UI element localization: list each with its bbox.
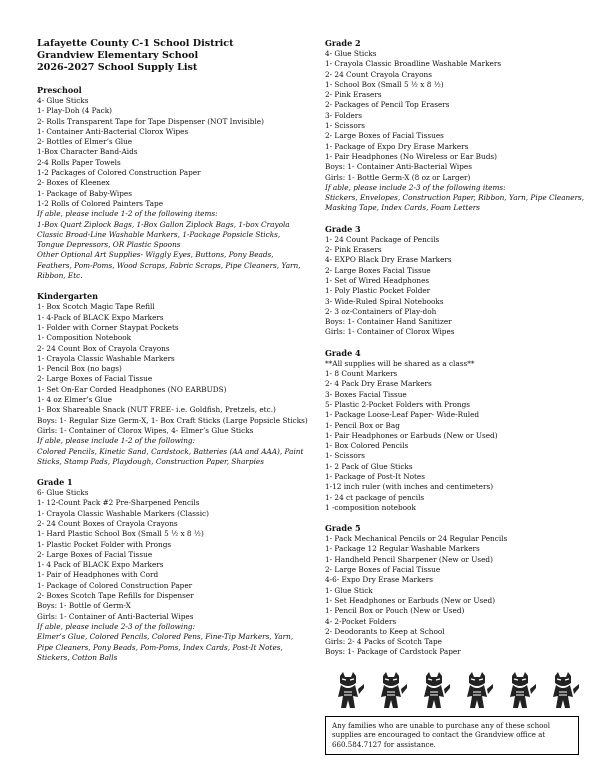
optional-note: If able, please include 2-3 of the following: (37, 621, 196, 631)
supply-item: 1- Crayola Classic Washable Markers (37, 353, 175, 363)
document-title (37, 38, 309, 74)
assistance-note: Any families who are unable to purchase any of these school supplies are encouraged to contact the Grandview office at 660.584.7127 for assistance. (325, 716, 579, 755)
supply-item: 1- Pencil Box (no bags) (37, 364, 122, 374)
optional-note: Stickers, Envelopes, Construction Paper, Ribbon, Yarn, Pipe Cleaners, Masking Tape, Index Cards, Foam Letters (325, 193, 585, 213)
supply-item: 1- 12-Count Pack #2 Pre-Sharpened Pencils (37, 498, 200, 508)
section-heading: Grade 2 (325, 38, 361, 48)
supply-item: 2- Bottles of Elmer’s Glue (37, 137, 133, 147)
list-title: 2026-2027 School Supply List (37, 62, 198, 73)
supply-item: 3- Wide-Ruled Spiral Notebooks (325, 296, 444, 306)
supply-item: 1- Package of Colored Construction Paper (37, 580, 193, 590)
bobcat-mascot-icon (374, 670, 408, 710)
optional-note: Elmer’s Glue, Colored Pencils, Colored Pens, Fine-Tip Markers, Yarn, Pipe Cleaners, Pony Beads, Pom-Poms, Index Cards, Post-It Notes, Stickers, Cotton Balls (37, 632, 294, 662)
supply-item: 2- Pink Erasers (325, 245, 382, 255)
supply-item: 1- Plastic Pocket Folder with Prongs (37, 539, 172, 549)
school-name: Grandview Elementary School (37, 50, 199, 61)
supply-item: 1- Set Headphones or Earbuds (New or Used) (325, 595, 496, 605)
supply-item: 1- 2 Pack of Glue Sticks (325, 461, 413, 471)
supply-item: 2- Large Boxes of Facial Tissue (325, 565, 441, 575)
section-heading: Grade 5 (325, 523, 361, 534)
supply-item: 1- Play-Doh (4 Pack) (37, 106, 112, 116)
supply-item: 2- Boxes of Kleenex (37, 178, 110, 188)
supply-item: 1- Scissors (325, 121, 365, 131)
bobcat-mascot-icon (417, 670, 451, 710)
supply-item: Girls: 1- Container of Clorox Wipes (325, 327, 455, 337)
supply-item: 1- Box Scotch Magic Tape Refill (37, 302, 155, 312)
supply-item: 2- 24 Count Box of Crayola Crayons (37, 343, 170, 353)
supply-item: 1- 4 Pack of BLACK Expo Markers (37, 560, 164, 570)
bobcat-mascot-icon (460, 670, 494, 710)
supply-item: 5- Plastic 2-Pocket Folders with Prongs (325, 399, 471, 409)
supply-item: 4- Glue Sticks (325, 49, 377, 58)
optional-note: 1-Box Quart Ziplock Bags, 1-Box Gallon Ziplock Bags, 1-box Crayola Classic Broad-Line Washable Markers, 1-Package Popsicle Sticks, Tongue Depressors, OR Plastic Spoons (37, 219, 290, 250)
supply-item: 1- Pencil Box or Pouch (New or Used) (325, 606, 465, 616)
supply-item: Boys: 1- Container Hand Sanitizer (325, 317, 452, 327)
supply-item: 1- 24 ct package of pencils (325, 492, 425, 502)
section-grade-4 (325, 348, 593, 513)
supply-item: 4- 2-Pocket Folders (325, 616, 397, 626)
supply-item: **All supplies will be shared as a class** (325, 358, 475, 368)
supply-item: 3- Boxes Facial Tissue (325, 389, 407, 399)
supply-item: Girls: 1- Bottle Germ-X (8 oz or Larger) (325, 172, 471, 182)
supply-item: 4- EXPO Black Dry Erase Markers (325, 255, 452, 265)
supply-item: 1- 8 Count Markers (325, 369, 398, 379)
supply-item: 2- Rolls Transparent Tape for Tape Dispenser (NOT Invisible) (37, 116, 264, 126)
supply-item: 1- Package of Expo Dry Erase Markers (325, 141, 469, 151)
section-heading: Kindergarten (37, 291, 99, 302)
supply-item: 2-4 Rolls Paper Towels (37, 157, 121, 167)
right-column (325, 38, 593, 755)
supply-item: 1- Pencil Box or Bag (325, 420, 400, 430)
section-grade-3 (325, 224, 593, 338)
supply-item: 1- Hard Plastic School Box (Small 5 ½ x 8 ½) (37, 529, 204, 539)
supply-item: 2- Deodorants to Keep at School (325, 626, 445, 636)
supply-item: 1- 4-Pack of BLACK Expo Markers (37, 312, 164, 322)
supply-item: 2- Packages of Pencil Top Erasers (325, 100, 450, 110)
supply-item: 1- Package of Baby-Wipes (37, 188, 132, 198)
supply-item: 1- Scissors (325, 451, 365, 461)
left-grade-sections (37, 85, 309, 663)
supply-item: Boys: 1- Container Anti-Bacterial Wipes (325, 162, 472, 172)
section-preschool (37, 85, 309, 281)
supply-item: 1- Crayola Classic Washable Markers (Classic) (37, 508, 209, 518)
supply-item: 1- Handheld Pencil Sharpener (New or Used) (325, 554, 493, 564)
mascot-row (331, 670, 593, 710)
supply-item: 1- Box Shareable Snack (NUT FREE- i.e. Goldfish, Pretzels, etc.) (37, 405, 276, 415)
supply-item: 2- Large Boxes Facial Tissue (325, 265, 431, 275)
optional-note: If able, please include 2-3 of the following items: (325, 182, 506, 192)
bobcat-mascot-icon (503, 670, 537, 710)
bobcat-mascot-icon (331, 670, 365, 710)
left-column (37, 38, 309, 663)
supply-item: 6- Glue Sticks (37, 488, 89, 498)
section-kindergarten (37, 291, 309, 467)
supply-item: 1- School Box (Small 5 ½ x 8 ½) (325, 79, 444, 89)
supply-item: 1-2 Packages of Colored Construction Paper (37, 168, 201, 178)
supply-item: Girls: 1- Container of Clorox Wipes, 4- Elmer’s Glue Sticks (37, 425, 254, 435)
optional-note: Other Optional Art Supplies- Wiggly Eyes, Buttons, Pony Beads, Feathers, Pom-Poms, Wood Scraps, Fabric Scraps, Pipe Cleaners, Yarn, Ribbon, Etc. (37, 250, 301, 281)
supply-item: 2- 24 Count Boxes of Crayola Crayons (37, 518, 178, 528)
supply-item: 2- Pink Erasers (325, 90, 382, 100)
optional-note: If able, please include 1-2 of the following: (37, 436, 196, 446)
supply-item: Boys: 1- Package of Cardstock Paper (325, 647, 461, 657)
supply-item: 1- Poly Plastic Pocket Folder (325, 286, 431, 296)
section-grade-2 (325, 38, 593, 214)
section-heading: Grade 1 (37, 477, 73, 488)
optional-note: Colored Pencils, Kinetic Sand, Cardstock, Batteries (AA and AAA), Paint Sticks, Stamp Pads, Playdough, Construction Paper, Sharpies (37, 446, 304, 466)
supply-item: 3- Folders (325, 110, 363, 120)
supply-item: 1-12 inch ruler (with inches and centimeters) (325, 482, 494, 492)
supply-item: 1- Pack Mechanical Pencils or 24 Regular Pencils (325, 534, 508, 544)
supply-item: Boys: 1- Bottle of Germ-X (37, 601, 131, 611)
supply-item: 2- Large Boxes of Facial Tissues (325, 131, 444, 141)
supply-item: 1- Pair Headphones (No Wireless or Ear Buds) (325, 151, 497, 161)
supply-item: 1- 4 oz Elmer’s Glue (37, 395, 112, 405)
supply-item: 2- 3 oz-Containers of Play-doh (325, 306, 437, 316)
supply-item: Boys: 1- Regular Size Germ-X, 1- Box Craft Sticks (Large Popsicle Sticks) (37, 415, 308, 425)
supply-item: 1- Package Loose-Leaf Paper- Wide-Ruled (325, 410, 480, 420)
supply-item: 1 -composition notebook (325, 502, 416, 512)
supply-item: 2- Large Boxes of Facial Tissue (37, 374, 153, 384)
supply-item: 1-Box Character Band-Aids (37, 147, 138, 157)
supply-item: 4-6- Expo Dry Erase Markers (325, 575, 433, 585)
district-name: Lafayette County C-1 School District (37, 38, 234, 49)
supply-item: Girls: 2- 4 Packs of Scotch Tape (325, 637, 442, 647)
section-heading: Preschool (37, 85, 82, 95)
section-heading: Grade 3 (325, 223, 361, 234)
supply-item: 2- Boxes Scotch Tape Refills for Dispenser (37, 591, 194, 601)
section-grade-5 (325, 523, 593, 658)
supply-item: 1- Set of Wired Headphones (325, 275, 430, 285)
bobcat-mascot-icon (546, 670, 580, 710)
supply-item: 2- 24 Count Crayola Crayons (325, 69, 432, 79)
optional-note: If able, please include 1-2 of the following items: (37, 209, 218, 219)
supply-item: 1- Package 12 Regular Washable Markers (325, 544, 480, 554)
supply-item: 1- Set On-Ear Corded Headphones (NO EARBUDS) (37, 384, 227, 394)
supply-item: 1- Glue Stick (325, 585, 373, 595)
supply-item: 1-2 Rolls of Colored Painters Tape (37, 198, 164, 208)
supply-item: 1- Container Anti-Bacterial Clorox Wipes (37, 126, 189, 136)
supply-item: 1- Folder with Corner Staypat Pockets (37, 322, 179, 332)
supply-item: Girls: 1- Container of Anti-Bacterial Wipes (37, 611, 194, 621)
supply-item: 4- Glue Sticks (37, 96, 89, 105)
supply-item: 1- Pair Headphones or Earbuds (New or Used) (325, 430, 498, 440)
supply-item: 1- Crayola Classic Broadline Washable Markers (325, 59, 502, 69)
section-heading: Grade 4 (325, 347, 361, 358)
right-grade-sections (325, 38, 593, 658)
supply-item: 1- Pair of Headphones with Cord (37, 570, 159, 580)
supply-item: 2- Large Boxes of Facial Tissue (37, 549, 153, 559)
supply-item: 1- Package of Post-It Notes (325, 471, 425, 481)
supply-item: 2- 4 Pack Dry Erase Markers (325, 379, 432, 389)
section-grade-1 (37, 477, 309, 663)
supply-item: 1- 24 Count Package of Pencils (325, 234, 440, 244)
supply-item: 1- Composition Notebook (37, 333, 132, 343)
supply-item: 1- Box Colored Pencils (325, 441, 409, 451)
